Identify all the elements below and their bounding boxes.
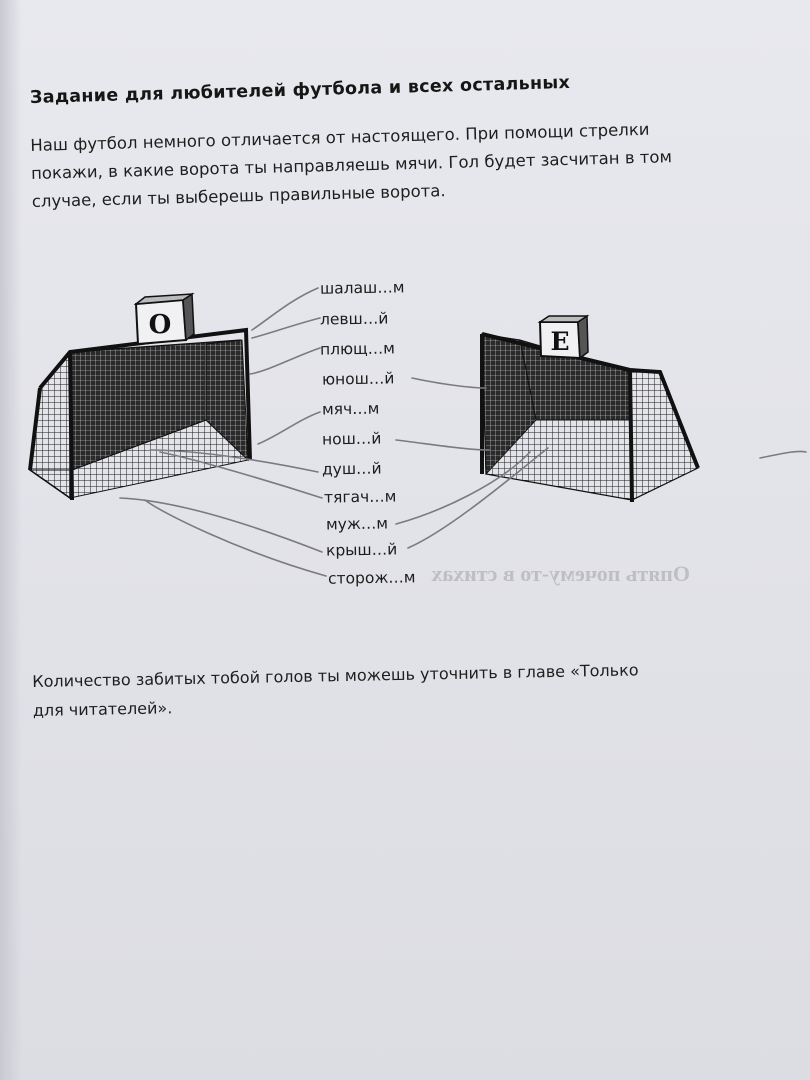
word-ball: шалаш…м [319, 278, 405, 298]
word-ball: юнош…й [321, 369, 395, 389]
pencil-line [252, 318, 320, 338]
pencil-line [396, 440, 490, 450]
word-ball: муж…м [325, 514, 389, 534]
right-goal-letter: Е [550, 327, 570, 356]
pencil-line [120, 498, 322, 552]
word-ball: плющ…м [319, 339, 396, 359]
right-goal-right-net [630, 372, 698, 500]
pencil-line [412, 378, 486, 388]
pencil-line [252, 288, 318, 330]
left-goal [30, 294, 250, 500]
word-ball: крыш…й [325, 540, 398, 560]
footer-note-line: Количество забитых тобой голов ты можешь уточнить в главе «Только [32, 660, 639, 691]
word-ball: мяч…м [321, 399, 380, 419]
word-ball: сторож…м [327, 568, 416, 588]
pencil-line [258, 412, 320, 444]
left-goal-letter: О [148, 310, 172, 340]
word-ball: левш…й [319, 309, 389, 329]
word-ball: душ…й [321, 459, 382, 479]
footer-note-line: для читателей». [32, 698, 173, 720]
word-ball: нош…й [321, 429, 382, 449]
word-ball: тягач…м [323, 487, 397, 507]
pencil-line [760, 451, 806, 458]
pencil-line [145, 500, 326, 576]
bleed-through-heading: Опять почему-то в стихах [431, 561, 690, 586]
page-heading: Задание для любителей футбола и всех остальных [29, 72, 571, 108]
instructions-line: Наш футбол немного отличается от настоящего. При помощи стрелки [30, 119, 650, 155]
pencil-line [250, 348, 320, 374]
instructions-line: случае, если ты выберешь правильные ворота. [31, 181, 446, 211]
instructions-line: покажи, в какие ворота ты направляешь мячи. Гол будет засчитан в том [30, 147, 673, 183]
